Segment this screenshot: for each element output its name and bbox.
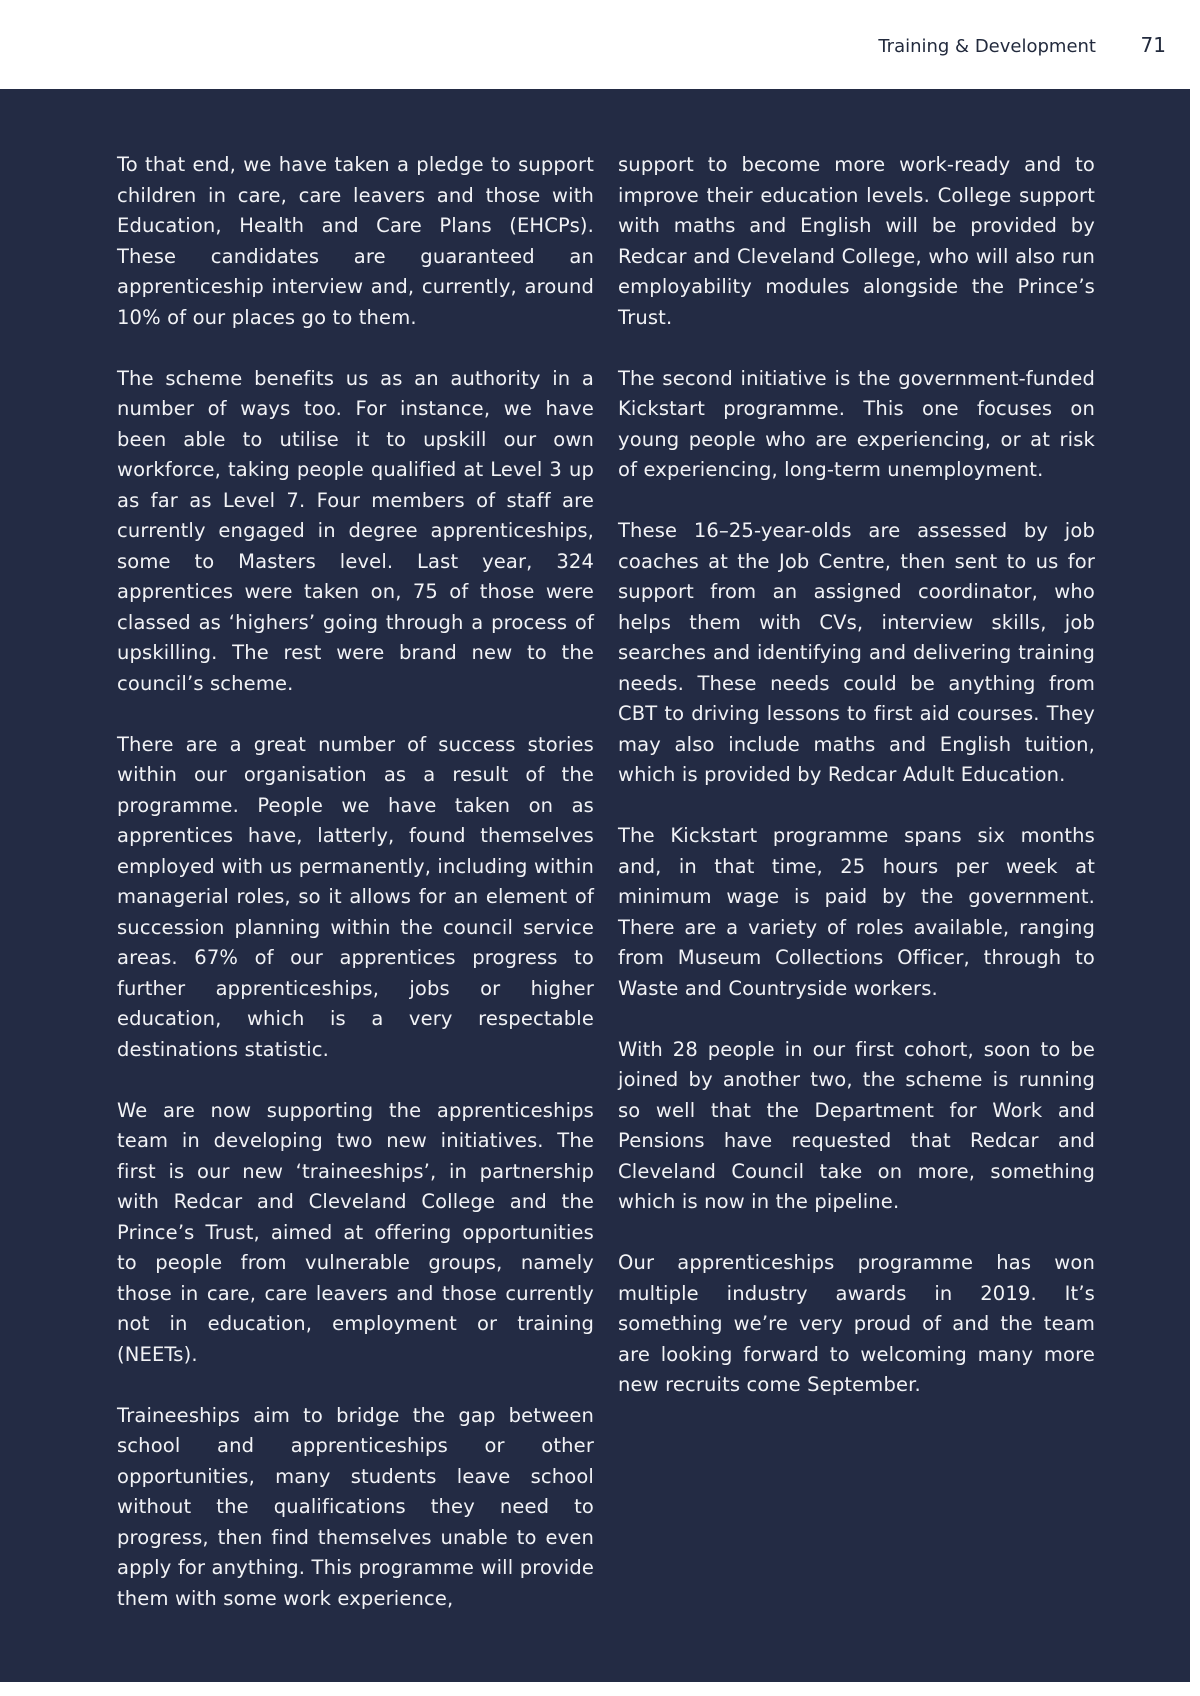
paragraph: There are a great number of success stories within our organisation as a result of the programme. People we have taken on as apprentices have, latterly, found themselves employed with us permanently, including within managerial roles, so it allows for an element of succession planning within the council service areas. 67% of our apprentices progress to further apprenticeships, jobs or higher education, which is a very respectable destinations statistic. [117, 732, 594, 1061]
paragraph: To that end, we have taken a pledge to support children in care, care leavers and those with Education, Health and Care Plans (EHCPs). These candidates are guaranteed an apprenticeship interview and, currently, around 10% of our places go to them. [117, 153, 594, 329]
paragraph: With 28 people in our first cohort, soon to be joined by another two, the scheme is running so well that the Department for Work and Pensions have requested that Redcar and Cleveland Council take on more, something which is now in the pipeline. [618, 1037, 1095, 1213]
page-header [0, 0, 1200, 89]
paragraph: The scheme benefits us as an authority in a number of ways too. For instance, we have been able to utilise it to upskill our own workforce, taking people qualified at Level 3 up as far as Level 7. Four members of staff are currently engaged in degree apprenticeships, some to Masters level. Last year, 324 apprentices were taken on, 75 of those were classed as ‘highers’ going through a process of upskilling. The rest were brand new to the council’s scheme. [117, 366, 594, 695]
paragraph: The second initiative is the government-funded Kickstart programme. This one focuses on young people who are experiencing, or at risk of experiencing, long-term unemployment. [618, 366, 1095, 481]
paragraph: We are now supporting the apprenticeships team in developing two new initiatives. The first is our new ‘traineeships’, in partnership with Redcar and Cleveland College and the Prince’s Trust, aimed at offering opportunities to people from vulnerable groups, namely those in care, care leavers and those currently not in education, employment or training (NEETs). [117, 1098, 594, 1366]
paragraph: Traineeships aim to bridge the gap between school and apprenticeships or other opportunities, many students leave school without the qualifications they need to progress, then find themselves unable to even apply for anything. This programme will provide them with some work experience, [117, 1403, 594, 1610]
paragraph: The Kickstart programme spans six months and, in that time, 25 hours per week at minimum wage is paid by the government. There are a variety of roles available, ranging from Museum Collections Officer, through to Waste and Countryside workers. [618, 824, 1095, 1000]
paragraph: support to become more work-ready and to improve their education levels. College support with maths and English will be provided by Redcar and Cleveland College, who will also run employability modules alongside the Prince’s Trust. [618, 153, 1095, 329]
section-title: Training & Development [878, 36, 1096, 57]
paragraph: Our apprenticeships programme has won multiple industry awards in 2019. It’s something we’re very proud of and the team are looking forward to welcoming many more new recruits come September. [618, 1251, 1095, 1396]
left-column [117, 150, 594, 1645]
page-number: 71 [1140, 33, 1166, 57]
content-panel [0, 89, 1190, 1682]
right-column [618, 150, 1095, 1431]
paragraph: These 16–25-year-olds are assessed by job coaches at the Job Centre, then sent to us for support from an assigned coordinator, who helps them with CVs, interview skills, job searches and identifying and delivering training needs. These needs could be anything from CBT to driving lessons to first aid courses. They may also include maths and English tuition, which is provided by Redcar Adult Education. [618, 519, 1095, 786]
